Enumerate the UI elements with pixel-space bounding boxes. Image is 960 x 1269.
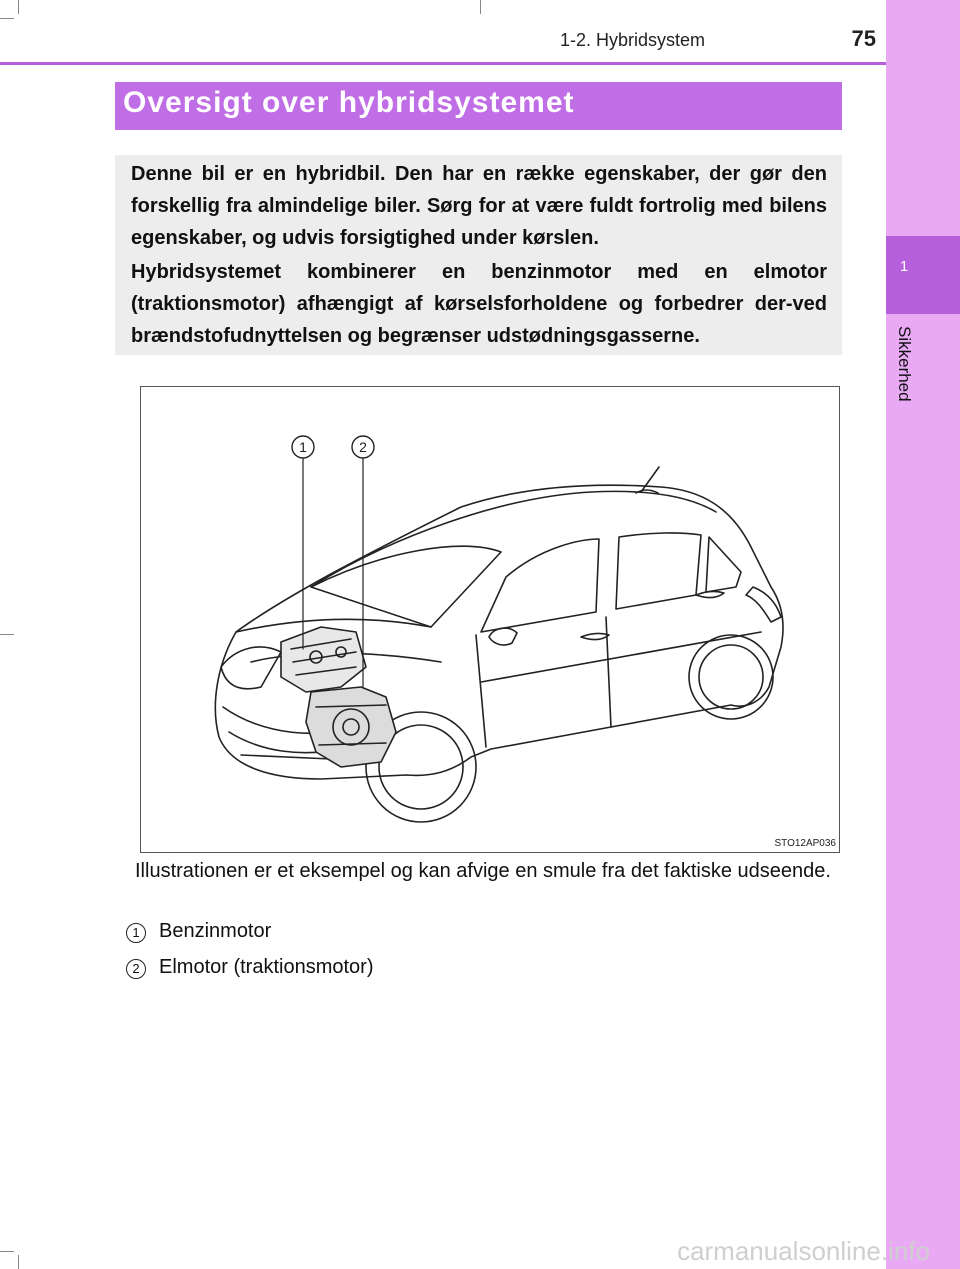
hybrid-car-engine-illustration: [141, 387, 839, 852]
callout-label: 1: [299, 439, 307, 455]
legend-item: [126, 920, 626, 948]
chapter-number: 1: [899, 258, 909, 275]
callout-label: 2: [359, 439, 367, 455]
header-rule: [0, 62, 886, 65]
illustration-frame: [140, 386, 840, 853]
legend-label: Elmotor (traktionsmotor): [159, 956, 374, 978]
crop-mark: [0, 18, 14, 19]
crop-mark: [0, 1251, 14, 1252]
legend-number: 1: [126, 923, 146, 943]
intro-paragraph: Denne bil er en hybridbil. Den har en række egenskaber, der gør den forskellig fra almindelige biler. Sørg for at være fuldt fortrolig med bilens egenskaber, og udvis forsigtighed under kørslen.: [131, 163, 827, 249]
crop-mark: [0, 634, 14, 635]
page-number: 75: [851, 26, 876, 51]
crop-mark: [18, 0, 19, 14]
illustration-code: STO12AP036: [774, 838, 836, 849]
intro-paragraph: Hybridsystemet kombinerer en benzinmotor med en elmotor (traktionsmotor) afhængigt af kørselsforholdene og forbedrer der-ved brændstofudnyttelsen og begrænser udstødningsgasserne.: [131, 261, 827, 347]
chapter-side-tab: [886, 0, 960, 1269]
chapter-number-box: [886, 236, 960, 314]
legend-item: [126, 956, 626, 984]
chapter-label: Sikkerhed: [895, 326, 914, 402]
page-title: Oversigt over hybridsystemet: [123, 86, 575, 119]
crop-mark: [18, 1255, 19, 1269]
watermark-footer: carmanualsonline.info: [677, 1236, 930, 1266]
legend-label: Benzinmotor: [159, 920, 272, 942]
legend-number: 2: [126, 959, 146, 979]
section-heading: 1-2. Hybridsystem: [560, 30, 706, 50]
illustration-caption: Illustrationen er et eksempel og kan afvige en smule fra det faktiske udseende.: [135, 860, 831, 882]
crop-mark: [480, 0, 481, 14]
